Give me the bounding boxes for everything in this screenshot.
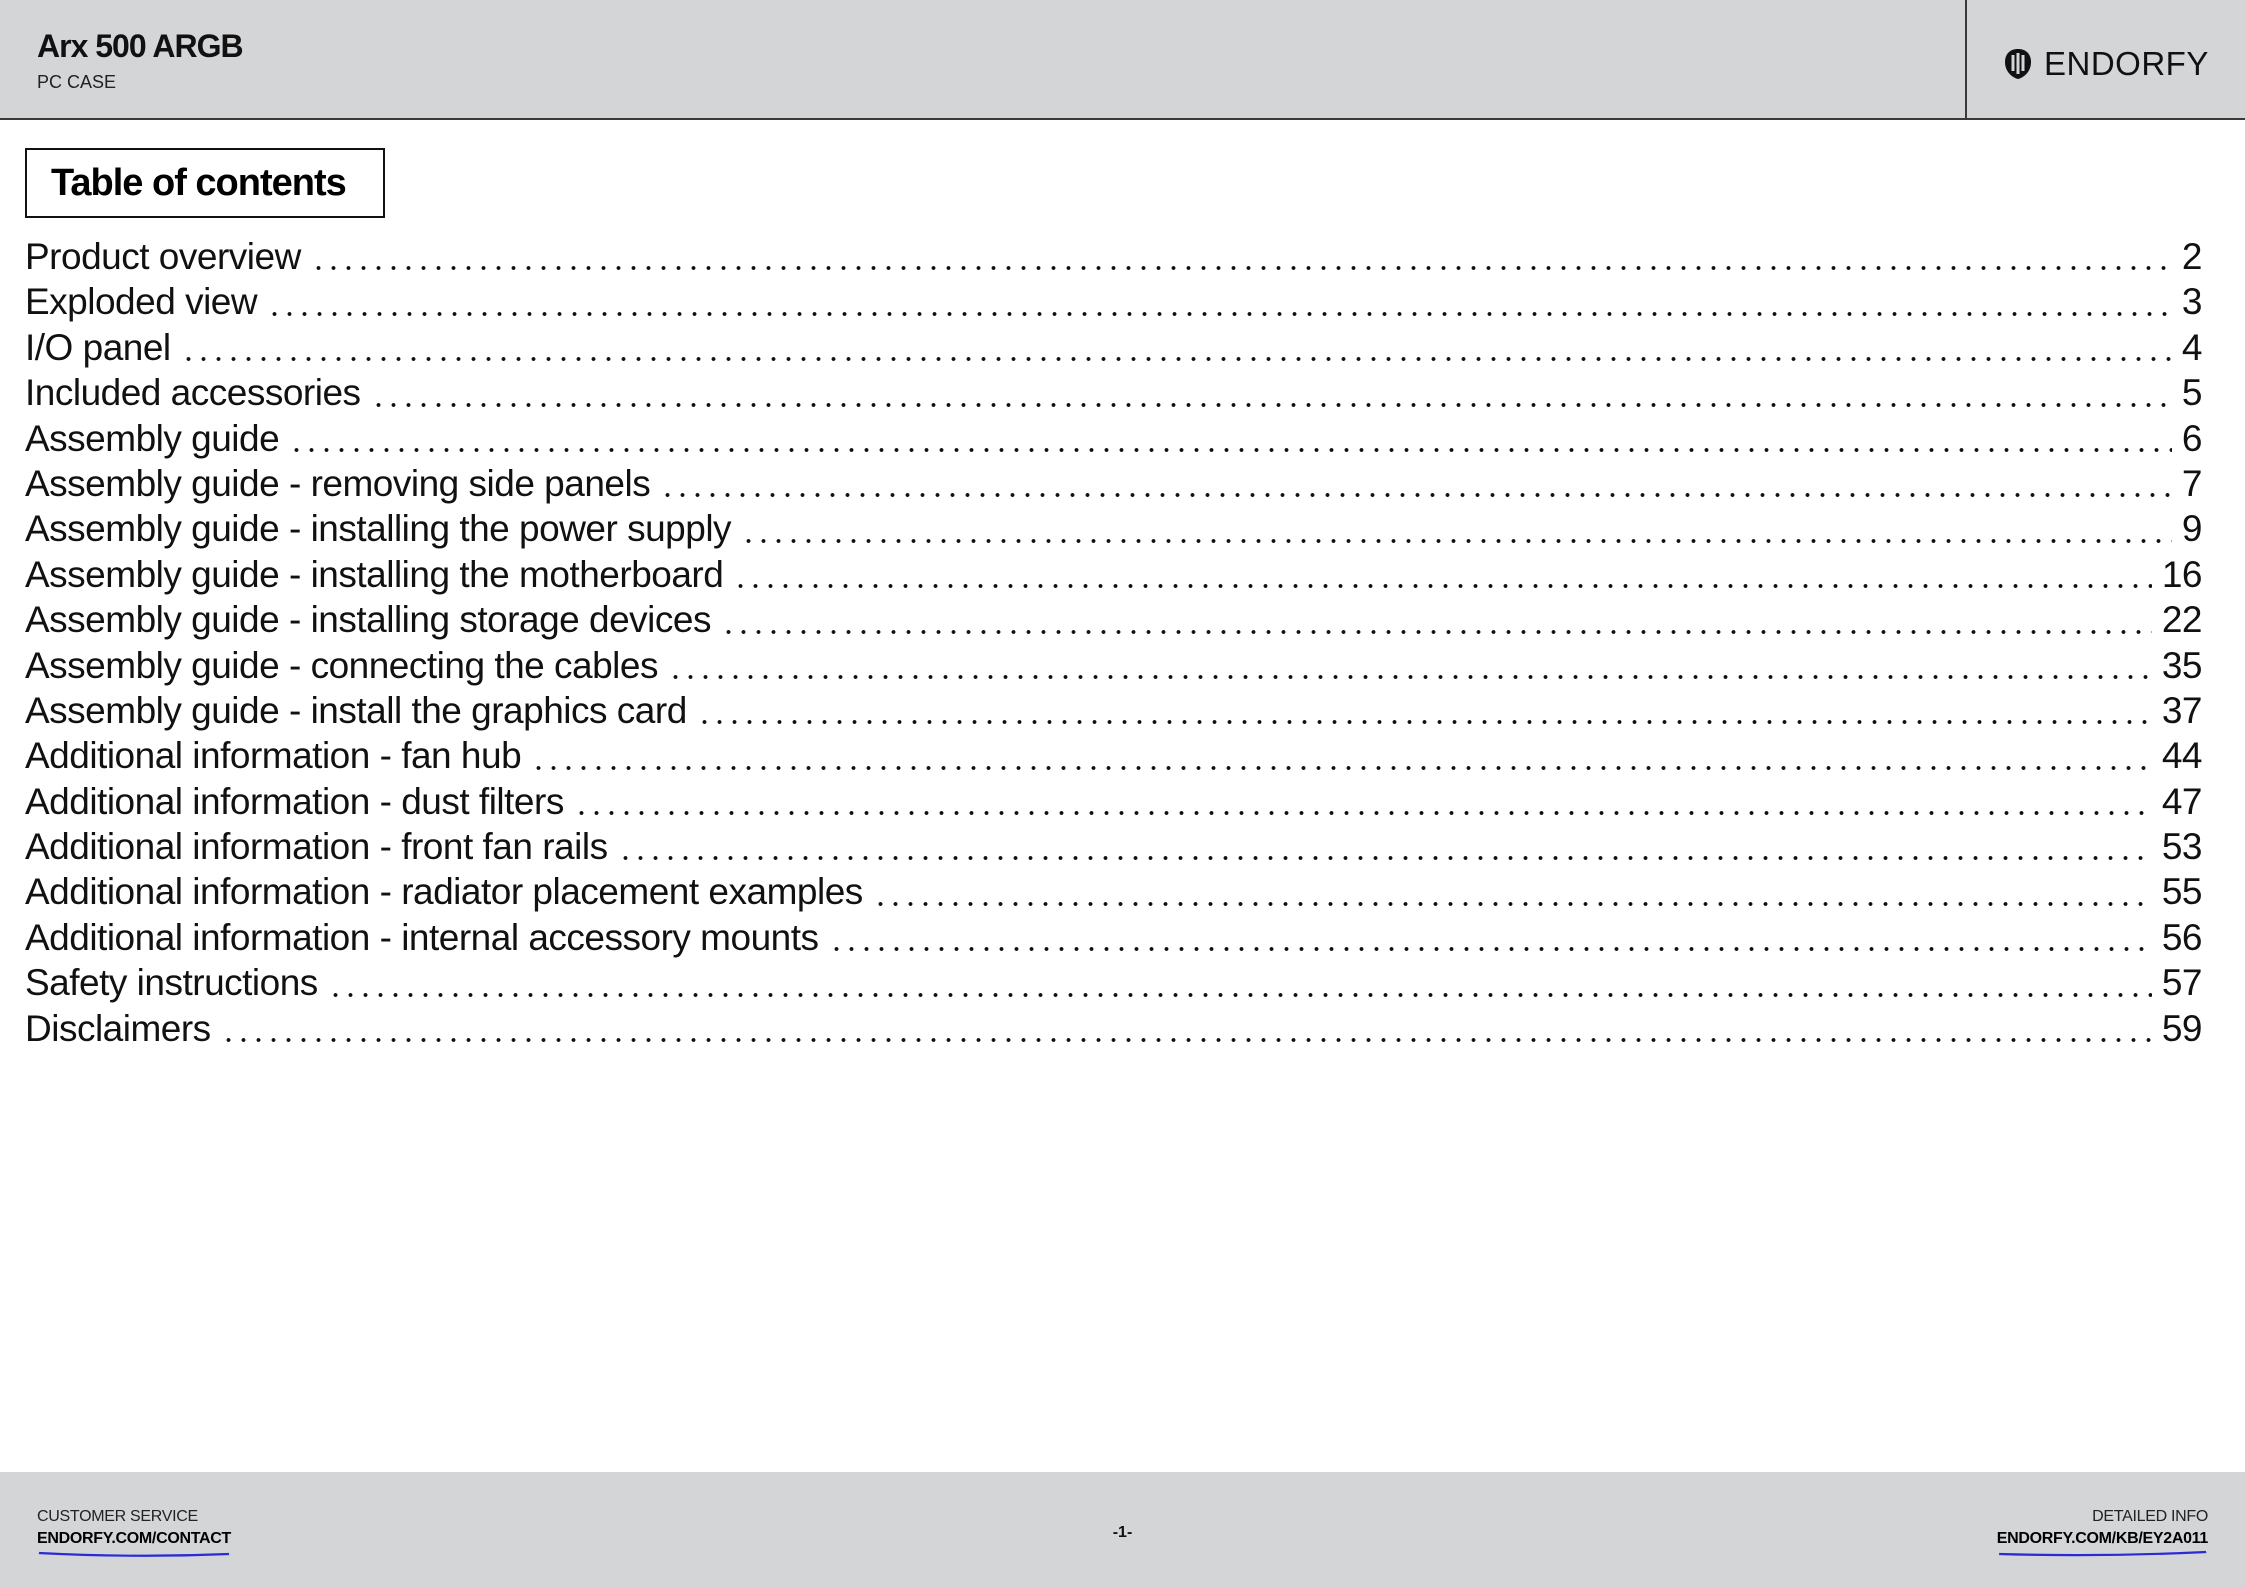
toc-entry-label: Assembly guide - installing storage devices xyxy=(25,599,711,641)
dot-leader xyxy=(221,1037,2152,1043)
toc-entry[interactable] xyxy=(25,735,2202,780)
toc-entry-label: Product overview xyxy=(25,236,301,277)
dot-leader xyxy=(181,356,2172,362)
toc-entry-label: Additional information - internal accessory mounts xyxy=(25,916,819,958)
toc-entry[interactable] xyxy=(25,418,2202,463)
toc-entry-label: Assembly guide - installing the power supply xyxy=(25,508,732,550)
page-header xyxy=(0,0,2245,120)
toc-entry-label: Assembly guide - install the graphics card xyxy=(25,689,687,731)
endorfy-logo-icon xyxy=(2002,47,2034,81)
toc-entry-page: 57 xyxy=(2161,962,2202,1004)
toc-entry[interactable] xyxy=(25,690,2202,735)
dot-leader xyxy=(289,447,2172,453)
toc-entry-label: Assembly guide xyxy=(25,417,280,459)
product-subtitle: PC CASE xyxy=(37,72,117,92)
kb-link[interactable] xyxy=(1997,1530,2208,1558)
toc-list xyxy=(25,236,2202,1053)
toc-entry-label: Assembly guide - removing side panels xyxy=(25,462,651,504)
toc-entry-label: Exploded view xyxy=(25,281,258,323)
toc-entry-page: 4 xyxy=(2181,326,2202,368)
dot-leader xyxy=(829,946,2152,952)
toc-entry-label: Included accessories xyxy=(25,372,361,414)
dot-leader xyxy=(733,583,2152,589)
customer-service-label: CUSTOMER SERVICE xyxy=(37,1508,198,1525)
kb-underline xyxy=(1997,1550,2208,1558)
toc-entry-page: 6 xyxy=(2181,417,2202,459)
toc-entry-label: Additional information - dust filters xyxy=(25,780,564,822)
page-number: -1- xyxy=(1112,1524,1133,1541)
toc-entry-page: 59 xyxy=(2161,1007,2202,1049)
dot-leader xyxy=(873,901,2152,907)
toc-entry-page: 44 xyxy=(2161,735,2202,777)
toc-entry-page: 53 xyxy=(2161,826,2202,868)
toc-entry-label: I/O panel xyxy=(25,326,171,368)
dot-leader xyxy=(741,538,2172,544)
toc-entry-page: 47 xyxy=(2161,780,2202,822)
dot-leader xyxy=(371,402,2172,408)
toc-entry[interactable] xyxy=(25,281,2202,326)
toc-entry[interactable] xyxy=(25,917,2202,962)
dot-leader xyxy=(721,629,2152,635)
dot-leader xyxy=(267,311,2172,317)
toc-entry-page: 35 xyxy=(2161,644,2202,686)
toc-entry[interactable] xyxy=(25,327,2202,372)
toc-entry[interactable] xyxy=(25,599,2202,644)
toc-entry-label: Additional information - radiator placement examples xyxy=(25,871,863,913)
toc-entry-label: Additional information - front fan rails xyxy=(25,826,608,868)
toc-entry[interactable] xyxy=(25,962,2202,1007)
contact-underline xyxy=(37,1550,231,1558)
toc-entry[interactable] xyxy=(25,463,2202,508)
dot-leader xyxy=(660,492,2172,498)
toc-entry-label: Disclaimers xyxy=(25,1007,211,1049)
toc-entry-page: 22 xyxy=(2161,599,2202,641)
toc-entry-page: 3 xyxy=(2181,281,2202,323)
toc-entry-page: 37 xyxy=(2161,689,2202,731)
toc-title: Table of contents xyxy=(51,161,346,204)
detailed-info-block xyxy=(1997,1508,2208,1558)
dot-leader xyxy=(618,855,2152,861)
toc-entry-label: Assembly guide - installing the motherboard xyxy=(25,553,724,595)
toc-entry[interactable] xyxy=(25,236,2202,281)
dot-leader xyxy=(311,265,2172,271)
brand-name: ENDORFY xyxy=(2044,45,2209,82)
toc-entry-page: 5 xyxy=(2181,372,2202,414)
toc-entry-page: 9 xyxy=(2181,508,2202,550)
dot-leader xyxy=(328,992,2152,998)
dot-leader xyxy=(574,810,2152,816)
toc-entry-page: 56 xyxy=(2161,916,2202,958)
toc-entry[interactable] xyxy=(25,1008,2202,1053)
toc-entry-label: Assembly guide - connecting the cables xyxy=(25,644,658,686)
toc-entry[interactable] xyxy=(25,826,2202,871)
toc-entry[interactable] xyxy=(25,508,2202,553)
detailed-info-label: DETAILED INFO xyxy=(2092,1508,2208,1525)
toc-entry-label: Additional information - fan hub xyxy=(25,735,522,777)
dot-leader xyxy=(531,765,2152,771)
dot-leader xyxy=(697,719,2152,725)
toc-title-box xyxy=(25,148,385,218)
toc-entry[interactable] xyxy=(25,372,2202,417)
toc-entry-page: 2 xyxy=(2181,236,2202,277)
toc-entry-page: 55 xyxy=(2161,871,2202,913)
brand-logo xyxy=(2002,44,2209,84)
dot-leader xyxy=(668,674,2152,680)
page-footer xyxy=(0,1472,2245,1587)
contact-link-text: ENDORFY.COM/CONTACT xyxy=(37,1530,231,1547)
toc-entry[interactable] xyxy=(25,554,2202,599)
toc-entry[interactable] xyxy=(25,871,2202,916)
toc-entry-page: 7 xyxy=(2181,462,2202,504)
toc-entry[interactable] xyxy=(25,781,2202,826)
toc-entry-page: 16 xyxy=(2161,553,2202,595)
toc-entry-label: Safety instructions xyxy=(25,962,318,1004)
toc-entry[interactable] xyxy=(25,645,2202,690)
header-divider xyxy=(1965,0,1967,120)
kb-link-text: ENDORFY.COM/KB/EY2A011 xyxy=(1996,1530,2208,1547)
product-title: Arx 500 ARGB xyxy=(37,28,243,64)
